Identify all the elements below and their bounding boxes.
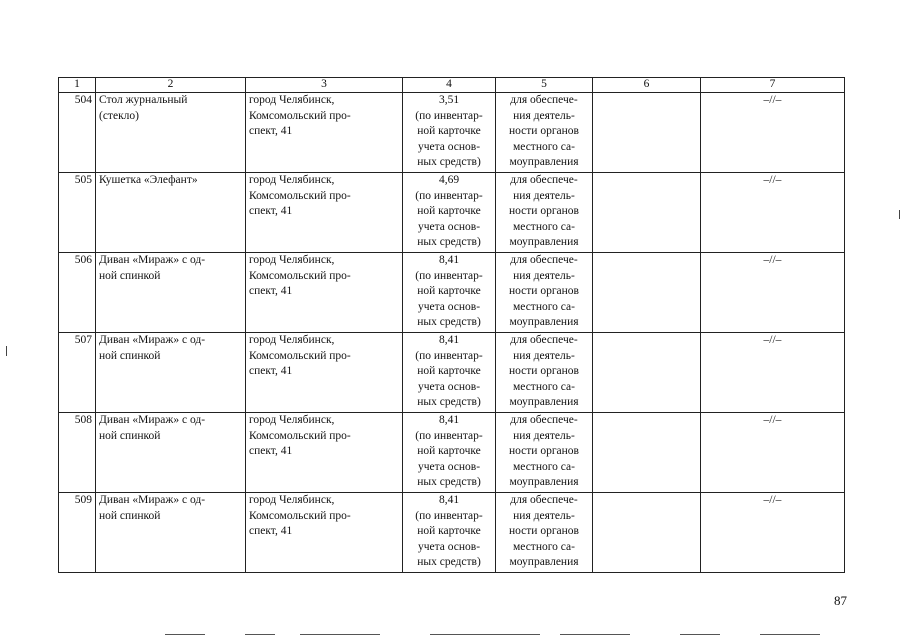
- table-row: [59, 413, 845, 493]
- item-col7: –//–: [701, 93, 845, 173]
- scan-artifact-bottom: [165, 634, 205, 635]
- item-value: 8,41 (по инвентар- ной карточке учета основ- ных средств): [403, 413, 496, 493]
- header-col-7: 7: [701, 78, 845, 93]
- item-purpose: для обеспече- ния деятель- ности органов местного са- моуправления: [496, 173, 593, 253]
- item-col7: –//–: [701, 493, 845, 573]
- item-name: Диван «Мираж» с од- ной спинкой: [96, 413, 246, 493]
- item-value: 8,41 (по инвентар- ной карточке учета основ- ных средств): [403, 253, 496, 333]
- header-row: [59, 78, 845, 93]
- item-col6: [593, 93, 701, 173]
- scan-artifact-left: [6, 346, 7, 356]
- item-value: 4,69 (по инвентар- ной карточке учета основ- ных средств): [403, 173, 496, 253]
- item-col6: [593, 493, 701, 573]
- item-name: Диван «Мираж» с од- ной спинкой: [96, 493, 246, 573]
- header-col-2: 2: [96, 78, 246, 93]
- header-col-4: 4: [403, 78, 496, 93]
- item-col6: [593, 253, 701, 333]
- row-number: 507: [59, 333, 96, 413]
- page-number: 87: [834, 593, 847, 608]
- scan-artifact-bottom: [760, 634, 820, 635]
- item-purpose: для обеспече- ния деятель- ности органов местного са- моуправления: [496, 253, 593, 333]
- item-name: Стол журнальный (стекло): [96, 93, 246, 173]
- row-number: 505: [59, 173, 96, 253]
- item-name: Кушетка «Элефант»: [96, 173, 246, 253]
- item-col7: –//–: [701, 173, 845, 253]
- table-row: [59, 253, 845, 333]
- row-number: 508: [59, 413, 96, 493]
- header-col-5: 5: [496, 78, 593, 93]
- item-address: город Челябинск, Комсомольский про- спект, 41: [246, 93, 403, 173]
- table-row: [59, 93, 845, 173]
- row-number: 506: [59, 253, 96, 333]
- scan-artifact-bottom: [300, 634, 380, 635]
- item-purpose: для обеспече- ния деятель- ности органов местного са- моуправления: [496, 333, 593, 413]
- property-table: [58, 77, 845, 573]
- item-address: город Челябинск, Комсомольский про- спект, 41: [246, 493, 403, 573]
- header-col-1: 1: [59, 78, 96, 93]
- table-row: [59, 333, 845, 413]
- item-col7: –//–: [701, 253, 845, 333]
- row-number: 504: [59, 93, 96, 173]
- scan-artifact-bottom: [560, 634, 630, 635]
- item-address: город Челябинск, Комсомольский про- спект, 41: [246, 173, 403, 253]
- item-address: город Челябинск, Комсомольский про- спект, 41: [246, 253, 403, 333]
- item-col6: [593, 413, 701, 493]
- header-col-6: 6: [593, 78, 701, 93]
- scan-artifact-bottom: [680, 634, 720, 635]
- item-purpose: для обеспече- ния деятель- ности органов местного са- моуправления: [496, 493, 593, 573]
- table-row: [59, 173, 845, 253]
- item-col7: –//–: [701, 333, 845, 413]
- item-name: Диван «Мираж» с од- ной спинкой: [96, 333, 246, 413]
- scan-artifact-right: [899, 210, 900, 219]
- item-col6: [593, 173, 701, 253]
- item-purpose: для обеспече- ния деятель- ности органов местного са- моуправления: [496, 413, 593, 493]
- item-value: 8,41 (по инвентар- ной карточке учета основ- ных средств): [403, 333, 496, 413]
- item-value: 8,41 (по инвентар- ной карточке учета основ- ных средств): [403, 493, 496, 573]
- item-name: Диван «Мираж» с од- ной спинкой: [96, 253, 246, 333]
- header-col-3: 3: [246, 78, 403, 93]
- item-purpose: для обеспече- ния деятель- ности органов местного са- моуправления: [496, 93, 593, 173]
- scan-artifact-bottom: [245, 634, 275, 635]
- row-number: 509: [59, 493, 96, 573]
- item-value: 3,51 (по инвентар- ной карточке учета основ- ных средств): [403, 93, 496, 173]
- table-row: [59, 493, 845, 573]
- item-col7: –//–: [701, 413, 845, 493]
- scan-artifact-bottom: [430, 634, 540, 635]
- item-address: город Челябинск, Комсомольский про- спект, 41: [246, 333, 403, 413]
- item-col6: [593, 333, 701, 413]
- item-address: город Челябинск, Комсомольский про- спект, 41: [246, 413, 403, 493]
